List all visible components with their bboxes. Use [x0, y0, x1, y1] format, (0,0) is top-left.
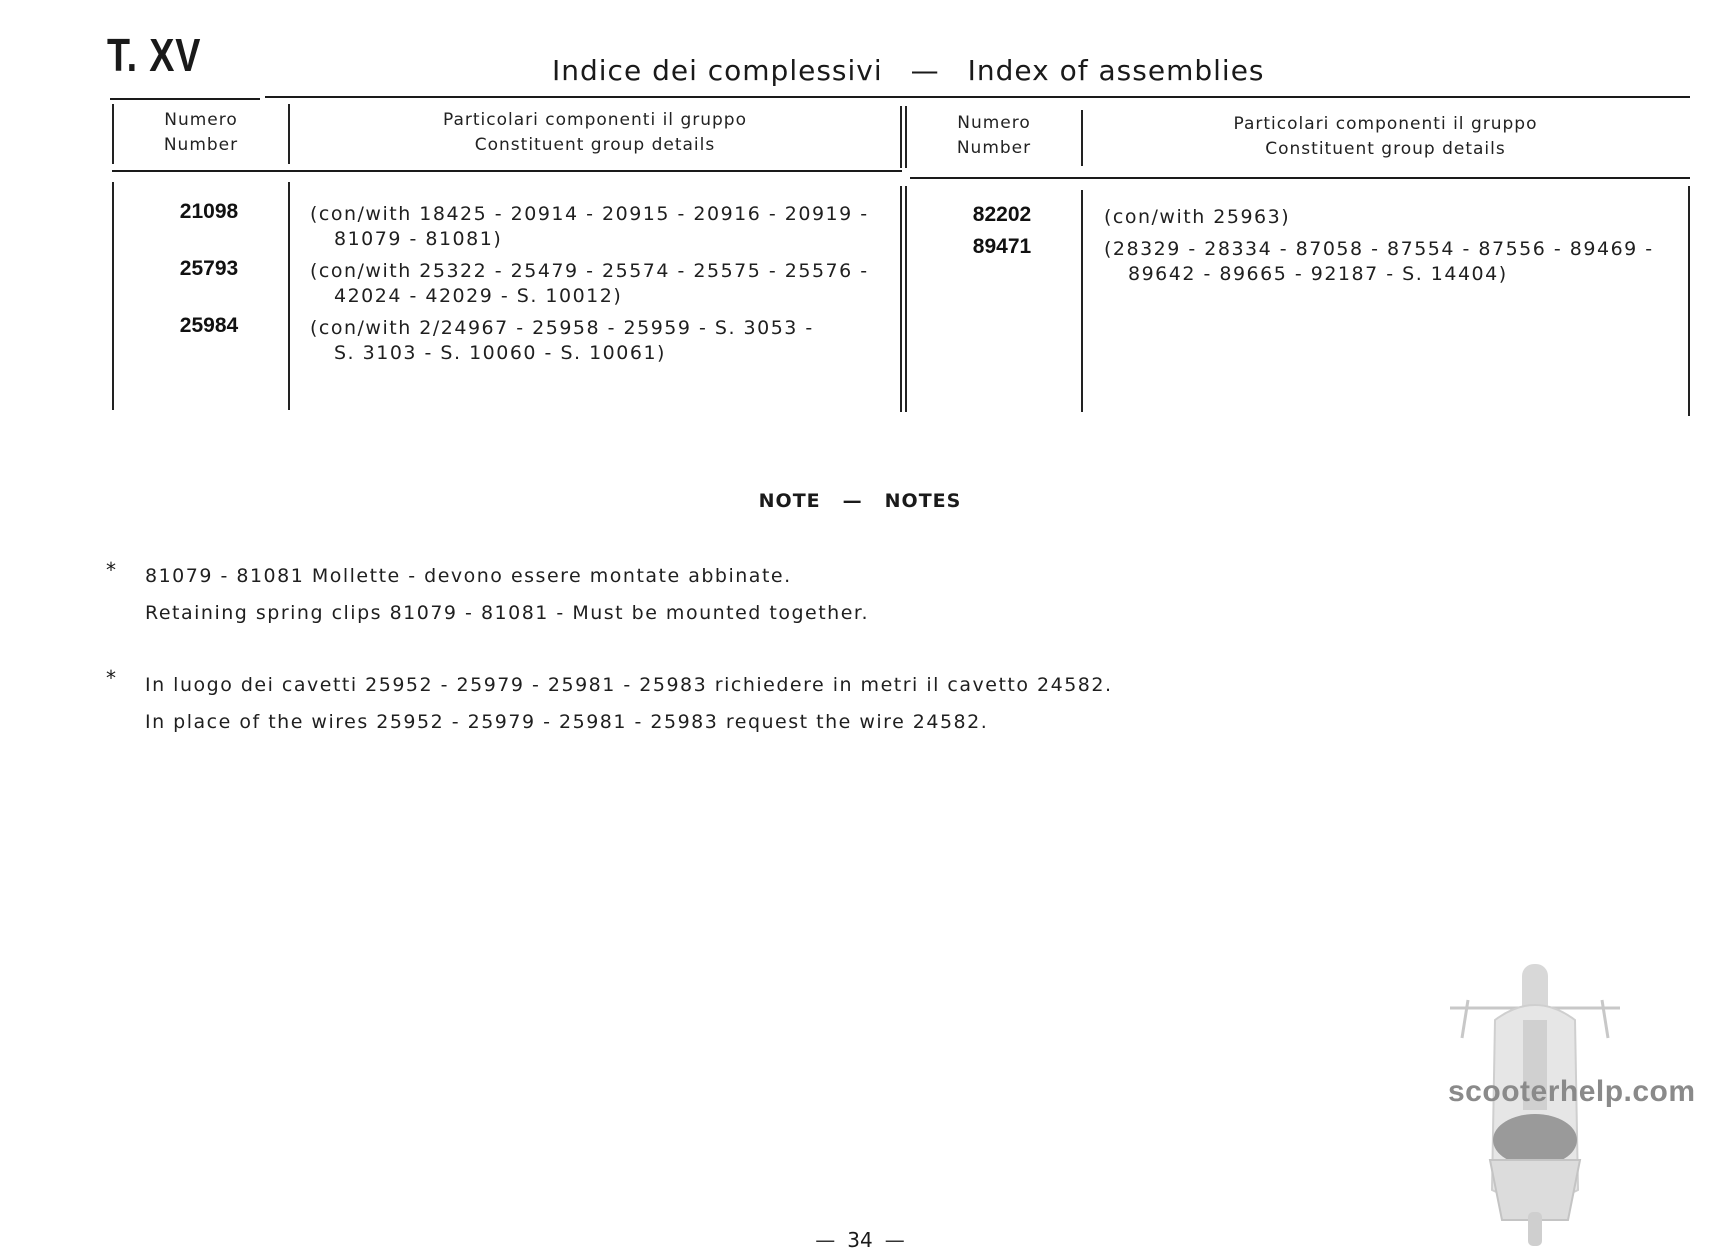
details-line: S. 3103 - S. 10060 - S. 10061): [334, 342, 666, 364]
header-details-en: Constituent group details: [1265, 139, 1506, 159]
title-english: Index of assemblies: [967, 54, 1265, 87]
header-details-left: [290, 108, 900, 158]
header-details-it: Particolari componenti il gruppo: [443, 110, 747, 130]
table-label: T. XV: [107, 29, 202, 81]
page-title: [552, 54, 1265, 87]
notes-heading-en: NOTES: [884, 490, 962, 512]
header-number-it: Numero: [957, 113, 1031, 133]
note-english: In place of the wires 25952 - 25979 - 25981 - 25983 request the wire 24582.: [145, 711, 989, 733]
header-details-right: [1083, 112, 1688, 162]
center-double-divider: [900, 106, 902, 168]
table-row-details: [310, 259, 869, 309]
header-bottom-rule-right: [910, 177, 1690, 179]
table-row-number: 25984: [179, 314, 239, 337]
table-row-details: [310, 202, 869, 252]
page-number: [0, 1228, 1720, 1252]
header-details-it: Particolari componenti il gruppo: [1233, 114, 1538, 134]
table-border-right: [1688, 186, 1690, 416]
note-italian: In luogo dei cavetti 25952 - 25979 - 25981 - 25983 richiedere in metri il cavetto 24582.: [145, 674, 1113, 696]
table-row-details: [310, 316, 814, 366]
header-number-it: Numero: [164, 110, 238, 130]
header-details-en: Constituent group details: [474, 135, 716, 155]
details-line: (con/with 18425 - 20914 - 20915 - 20916 - 20919 -: [310, 203, 869, 225]
table-row-number: 89471: [972, 235, 1032, 258]
details-line: (con/with 2/24967 - 25958 - 25959 - S. 3053 -: [310, 317, 814, 339]
details-line: 42024 - 42029 - S. 10012): [334, 285, 623, 307]
details-line: (con/with 25963): [1104, 206, 1291, 228]
table-row-number: 21098: [179, 200, 239, 223]
table-row-details: [1104, 205, 1290, 230]
header-number-en: Number: [163, 135, 239, 155]
details-line: 81079 - 81081): [334, 228, 503, 250]
page-number-dash: —: [815, 1228, 836, 1252]
header-number-right: [907, 111, 1081, 161]
notes-heading-separator: —: [842, 490, 863, 512]
watermark-text: scooterhelp.com: [1448, 1075, 1696, 1108]
table-top-rule: [265, 96, 1690, 98]
details-line: 89642 - 89665 - 92187 - S. 14404): [1128, 263, 1508, 285]
note-italian: 81079 - 81081 Mollette - devono essere montate abbinate.: [145, 565, 792, 587]
header-number-en: Number: [956, 138, 1032, 158]
notes-heading: [0, 490, 1720, 512]
notes-heading-it: NOTE: [758, 490, 821, 512]
page-number-dash: —: [884, 1228, 905, 1252]
note-marker: *: [106, 558, 116, 582]
note-marker: *: [106, 666, 116, 690]
table-row-details: [1104, 237, 1654, 287]
header-bottom-rule-left: [112, 170, 902, 172]
center-double-divider: [900, 186, 902, 412]
table-row-number: 82202: [972, 203, 1032, 226]
title-separator: —: [910, 54, 940, 87]
details-line: (28329 - 28334 - 87058 - 87554 - 87556 - 89469 -: [1104, 238, 1654, 260]
note-english: Retaining spring clips 81079 - 81081 - Must be mounted together.: [145, 602, 870, 624]
table-top-rule-left: [110, 98, 260, 100]
title-italian: Indice dei complessivi: [552, 54, 883, 87]
page-number-value: 34: [847, 1228, 873, 1252]
table-row-number: 25793: [179, 257, 239, 280]
header-number-left: [114, 108, 288, 158]
details-line: (con/with 25322 - 25479 - 25574 - 25575 - 25576 -: [310, 260, 869, 282]
